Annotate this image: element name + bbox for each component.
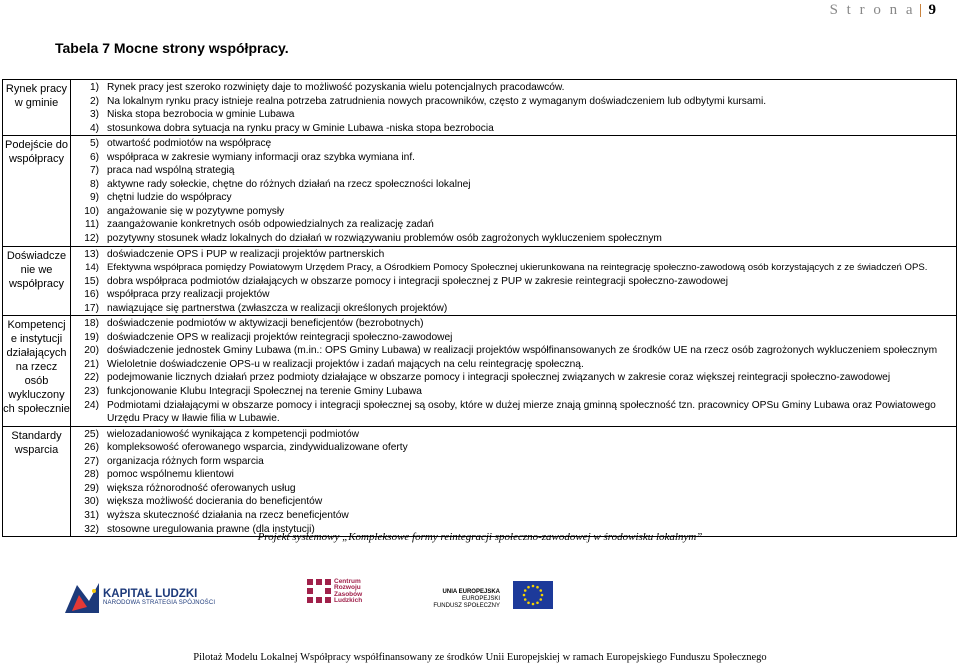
table-row	[3, 136, 957, 246]
table-row	[3, 246, 957, 316]
list-item	[71, 371, 956, 385]
list-item	[71, 468, 956, 482]
page-number: 9	[928, 2, 936, 18]
item-number: 24)	[84, 399, 99, 411]
list-item	[71, 441, 956, 455]
item-number: 29)	[84, 482, 99, 494]
item-text: angażowanie się w pozytywne pomysły	[107, 205, 285, 217]
item-text: dobra współpraca podmiotów działających w obszarze pomocy i integracji społecznej z PUP w zakresie reintegracji społeczno-zawodowej	[107, 275, 728, 287]
list-item	[71, 205, 956, 219]
list-item	[71, 137, 956, 151]
item-text: doświadczenie OPS w realizacji projektów reintegracji społeczno-zawodowej	[107, 331, 453, 343]
item-number: 27)	[84, 455, 99, 467]
project-line: Projekt systemowy „Kompleksowe formy reintegracji społeczno-zawodowej w środowisku lokalnym”	[257, 531, 703, 543]
item-text: wyższa skuteczność działania na rzecz beneficjentów	[107, 509, 349, 521]
item-text: organizacja różnych form wsparcia	[107, 455, 264, 467]
eu-star	[524, 589, 527, 592]
item-text: funkcjonowanie Klubu Integracji Społecznej na terenie Gminy Lubawa	[107, 386, 422, 398]
item-text: podejmowanie licznych działań przez podmioty działające w obszarze pomocy i integracji społecznej związanych w zakresie coraz większej reintegracji społeczno-zawodowej	[107, 372, 891, 384]
item-text: wielozadaniowość wynikająca z kompetencji podmiotów	[107, 428, 359, 440]
list-item	[71, 151, 956, 165]
item-number: 15)	[84, 275, 99, 287]
item-number: 7)	[89, 165, 99, 177]
item-number: 26)	[84, 442, 99, 454]
item-text: stosunkowa dobra sytuacja na rynku pracy w Gminie Lubawa -niska stopa bezrobocia	[107, 122, 494, 134]
item-number: 31)	[84, 509, 99, 521]
ue-line: EUROPEJSKI	[461, 596, 500, 602]
category-cell: Podejście do współpracy	[3, 136, 71, 246]
category-cell: Standardy wsparcia	[3, 426, 71, 536]
list-item	[71, 108, 956, 122]
item-number: 2)	[89, 95, 99, 107]
ue-line: FUNDUSZ SPOŁECZNY	[433, 603, 500, 609]
eu-star	[539, 589, 542, 592]
item-number: 32)	[84, 523, 99, 535]
eu-star	[524, 598, 527, 601]
item-text: otwartość podmiotów na współpracę	[107, 138, 272, 150]
items-cell	[71, 136, 957, 246]
item-number: 21)	[84, 358, 99, 370]
list-item	[71, 482, 956, 496]
item-number: 17)	[84, 302, 99, 314]
item-text: Na lokalnym rynku pracy istnieje realna potrzeba zatrudnienia nowych pracowników, często z wymaganym doświadczeniem lub odbytymi kursami.	[107, 95, 767, 107]
list-item	[71, 248, 956, 262]
list-item	[71, 428, 956, 442]
items-cell	[71, 246, 957, 316]
list-item	[71, 218, 956, 232]
eu-star	[527, 601, 530, 604]
crzl-text	[334, 579, 362, 604]
item-number: 8)	[89, 178, 99, 190]
item-number: 10)	[84, 205, 99, 217]
list-item	[71, 495, 956, 509]
item-number: 4)	[89, 122, 99, 134]
eu-star	[536, 601, 539, 604]
list-item	[71, 358, 956, 372]
item-text: chętni ludzie do współpracy	[107, 192, 232, 204]
item-text: pomoc wspólnemu klientowi	[107, 469, 234, 481]
item-text: Podmiotami działającymi w obszarze pomocy i integracji społecznej są osoby, które w dużej mierze znają gminną społeczność tzn. pracownicy OPSu Gminy Lubawa oraz Powiatowego Urzędu Pracy w Iławie filia w Lubawie.	[107, 399, 936, 425]
item-number: 16)	[84, 289, 99, 301]
crzl-line: Zasobów	[334, 590, 363, 598]
kapital-title: KAPITAŁ LUDZKI	[103, 588, 198, 600]
item-text: doświadczenie jednostek Gminy Lubawa (m.in.: OPS Gminy Lubawa) w realizacji projektów współfinansowanych ze środków UE na rzecz osób zagrożonych wykluczeniem społecznym	[107, 345, 938, 357]
item-text: doświadczenie OPS i PUP w realizacji projektów partnerskich	[107, 248, 385, 260]
items-cell	[71, 80, 957, 136]
table-row	[3, 316, 957, 426]
list-item	[71, 95, 956, 109]
item-text: pozytywny stosunek władz lokalnych do działań w rozwiązywaniu problemów osób zagrożonych wykluczeniem społecznym	[107, 233, 662, 245]
item-number: 11)	[85, 219, 99, 231]
category-cell: Kompetencj e instytucji działających na rzecz osób wykluczony ch społecznie	[3, 316, 71, 426]
ue-line: UNIA EUROPEJSKA	[442, 589, 500, 595]
table-row	[3, 426, 957, 536]
eu-star	[541, 594, 544, 597]
item-text: większa różnorodność oferowanych usług	[107, 482, 296, 494]
item-text: współpraca przy realizacji projektów	[107, 289, 270, 301]
item-number: 1)	[89, 82, 99, 93]
list-item	[71, 81, 956, 95]
item-number: 23)	[84, 386, 99, 398]
item-number: 3)	[89, 109, 99, 121]
page-separator: |	[918, 2, 925, 18]
item-text: doświadczenie podmiotów w aktywizacji beneficjentów (bezrobotnych)	[107, 318, 424, 330]
table-title: Tabela 7 Mocne strony współpracy.	[55, 40, 289, 56]
crzl-line: Ludzkich	[334, 596, 363, 604]
table-row	[3, 80, 957, 136]
category-cell: Doświadcze nie we współpracy	[3, 246, 71, 316]
eu-star	[536, 586, 539, 589]
list-item	[71, 344, 956, 358]
kapital-sub: NARODOWA STRATEGIA SPÓJNOŚCI	[103, 600, 216, 606]
page-header	[830, 2, 936, 19]
list-item	[71, 232, 956, 246]
item-number: 25)	[84, 428, 99, 440]
strengths-table	[2, 79, 957, 537]
item-text: większa możliwość docierania do beneficjentów	[107, 496, 323, 508]
list-item	[71, 122, 956, 136]
eu-star	[532, 585, 535, 588]
crzl-line: Centrum	[334, 578, 361, 585]
item-number: 18)	[84, 318, 99, 330]
page-label: S t r o n a	[829, 2, 915, 18]
eu-star	[527, 586, 530, 589]
list-item	[71, 164, 956, 178]
list-item	[71, 399, 956, 426]
item-text: zaangażowanie konkretnych osób odpowiedzialnych za realizację zadań	[107, 219, 434, 231]
item-number: 19)	[84, 331, 99, 343]
eu-star	[532, 603, 535, 606]
item-text: praca nad wspólną strategią	[107, 165, 235, 177]
list-item	[71, 331, 956, 345]
items-cell	[71, 426, 957, 536]
list-item	[71, 302, 956, 316]
item-text: Wieloletnie doświadczenie OPS-u w realizacji projektów i zadań mających na celu reintegrację społeczną.	[107, 358, 584, 370]
list-item	[71, 261, 956, 275]
items-cell	[71, 316, 957, 426]
item-text: stosowne uregulowania prawne (dla instytucji)	[107, 523, 315, 535]
item-number: 13)	[84, 248, 99, 260]
kapital-ludzki-logo-icon	[63, 581, 101, 615]
item-number: 5)	[89, 138, 99, 150]
category-cell: Rynek pracy w gminie	[3, 80, 71, 136]
list-item	[71, 191, 956, 205]
item-text: współpraca w zakresie wymiany informacji oraz szybka wymiana inf.	[107, 151, 415, 163]
crzl-line: Rozwoju	[334, 584, 361, 592]
list-item	[71, 385, 956, 399]
kapital-ludzki-text	[103, 588, 215, 606]
item-number: 9)	[89, 192, 99, 204]
item-number: 20)	[84, 345, 99, 357]
eu-star	[523, 594, 526, 597]
list-item	[71, 509, 956, 523]
item-text: nawiązujące się partnerstwa (zwłaszcza w realizacji określonych projektów)	[107, 302, 448, 314]
item-number: 12)	[84, 233, 99, 245]
item-text: aktywne rady sołeckie, chętne do różnych działań na rzecz społeczności lokalnej	[107, 178, 471, 190]
item-text: kompleksowość oferowanego wsparcia, zindywidualizowane oferty	[107, 442, 408, 454]
list-item	[71, 288, 956, 302]
item-number: 6)	[89, 151, 99, 163]
ue-text	[410, 589, 500, 610]
item-number: 14)	[85, 262, 99, 274]
item-text: Niska stopa bezrobocia w gminie Lubawa	[107, 109, 295, 121]
item-number: 28)	[84, 469, 99, 481]
list-item	[71, 455, 956, 469]
list-item	[71, 178, 956, 192]
item-number: 30)	[84, 496, 99, 508]
footer-text: Pilotaż Modelu Lokalnej Współpracy współfinansowany ze środków Unii Europejskiej w ramach Europejskiego Funduszu Społecznego	[193, 652, 767, 663]
item-number: 22)	[84, 372, 99, 384]
logo-strip	[0, 573, 960, 633]
list-item	[71, 275, 956, 289]
list-item	[71, 317, 956, 331]
crzl-logo-icon	[305, 577, 333, 607]
item-text: Rynek pracy jest szeroko rozwinięty daje to możliwość pozyskania wielu potencjalnych pracodawców.	[107, 82, 565, 93]
eu-flag-icon	[513, 581, 553, 609]
item-text: Efektywna współpraca pomiędzy Powiatowym Urzędem Pracy, a Ośrodkiem Pomocy Społecznej ukierunkowana na reintegrację społeczno-zawodową osób korzystających z ze świadczeń OPS.	[107, 262, 928, 274]
eu-star	[539, 598, 542, 601]
